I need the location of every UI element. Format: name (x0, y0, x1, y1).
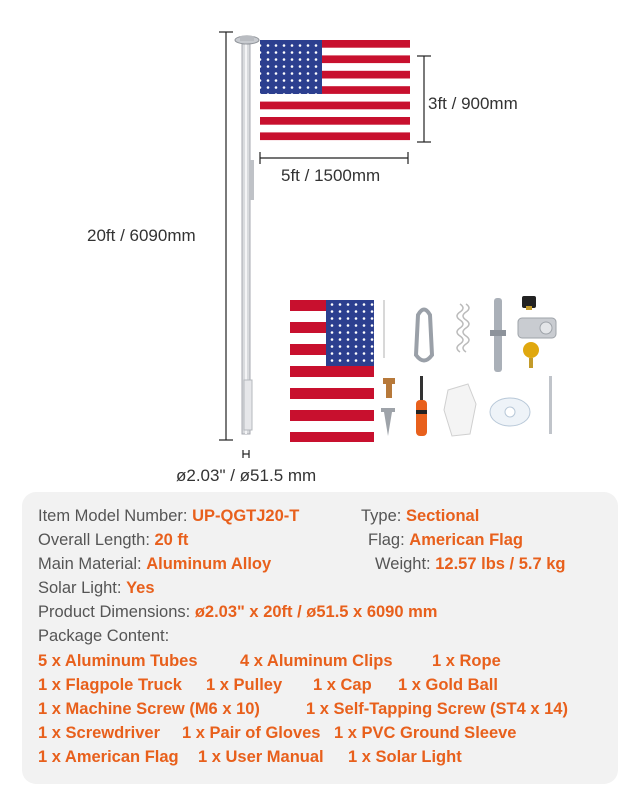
package-item: 1 x Gold Ball (398, 676, 498, 694)
cap-icon (522, 296, 536, 310)
self-tapping-screw-icon (381, 408, 395, 436)
package-item: 1 x Cap (313, 676, 372, 694)
package-content-label: Package Content: (38, 627, 170, 645)
pole-height-dimension-line (219, 32, 233, 440)
gold-ball-icon (523, 342, 539, 368)
package-item: 4 x Aluminum Clips (240, 652, 393, 670)
overall-length-label: Overall Length: (38, 531, 155, 549)
type-label: Type: (361, 507, 406, 525)
screwdriver-icon (416, 376, 427, 436)
machine-screw-icon (383, 378, 395, 398)
overall-length-value: 20 ft (154, 531, 189, 549)
package-item: 1 x Pulley (206, 676, 283, 694)
weight-row (375, 553, 565, 575)
package-item: 1 x Flagpole Truck (38, 676, 182, 694)
model-number-row (38, 505, 299, 527)
material-label: Main Material: (38, 555, 147, 573)
package-item: 1 x American Flag (38, 748, 179, 766)
cleat-icon (490, 298, 506, 372)
type-row (361, 505, 479, 527)
material-row (38, 553, 271, 575)
model-number-value: UP-QGTJ20-T (192, 507, 300, 525)
solar-light-icon (549, 376, 552, 434)
package-flag-icon (290, 300, 374, 442)
model-number-label: Item Model Number: (38, 507, 193, 525)
ground-sleeve-icon (490, 398, 530, 426)
package-item: 1 x PVC Ground Sleeve (334, 724, 517, 742)
package-item: 1 x Solar Light (348, 748, 462, 766)
flag-row (368, 529, 523, 551)
package-item: 1 x Pair of Gloves (182, 724, 321, 742)
pole-diameter-mark (243, 450, 249, 458)
package-item: 1 x User Manual (198, 748, 324, 766)
solar-light-label: Solar Light: (38, 579, 127, 597)
flag-width-dimension-line (260, 152, 408, 164)
package-item: 1 x Screwdriver (38, 724, 160, 742)
type-value: Sectional (405, 507, 480, 525)
flag-width-label: 5ft / 1500mm (281, 166, 381, 185)
package-item: 1 x Rope (432, 652, 501, 670)
product-dimensions-row (38, 601, 437, 623)
product-dimensions-label: Product Dimensions: (38, 603, 195, 621)
flag-label: Flag: (368, 531, 410, 549)
pole-height-label: 20ft / 6090mm (87, 226, 196, 245)
carabiner-icon (416, 310, 432, 361)
flagpole-truck-icon (518, 318, 556, 338)
pole-diameter-label: ø2.03" / ø51.5 mm (176, 466, 317, 485)
weight-label: Weight: (375, 555, 436, 573)
flag-height-label: 3ft / 900mm (428, 94, 518, 113)
product-dimensions-value: ø2.03" x 20ft / ø51.5 x 6090 mm (194, 603, 438, 621)
gloves-icon (444, 384, 476, 436)
overall-length-row (38, 529, 188, 551)
weight-value: 12.57 lbs / 5.7 kg (435, 555, 566, 573)
package-item: 5 x Aluminum Tubes (38, 652, 198, 670)
solar-light-row (38, 577, 155, 599)
material-value: Aluminum Alloy (146, 555, 272, 573)
flag-value: American Flag (409, 531, 523, 549)
american-flag-icon (260, 40, 410, 140)
rope-coil-icon (457, 304, 469, 352)
flagpole-icon (235, 36, 259, 434)
package-item: 1 x Self-Tapping Screw (ST4 x 14) (306, 700, 568, 718)
solar-light-value: Yes (126, 579, 155, 597)
package-item: 1 x Machine Screw (M6 x 10) (38, 700, 260, 718)
